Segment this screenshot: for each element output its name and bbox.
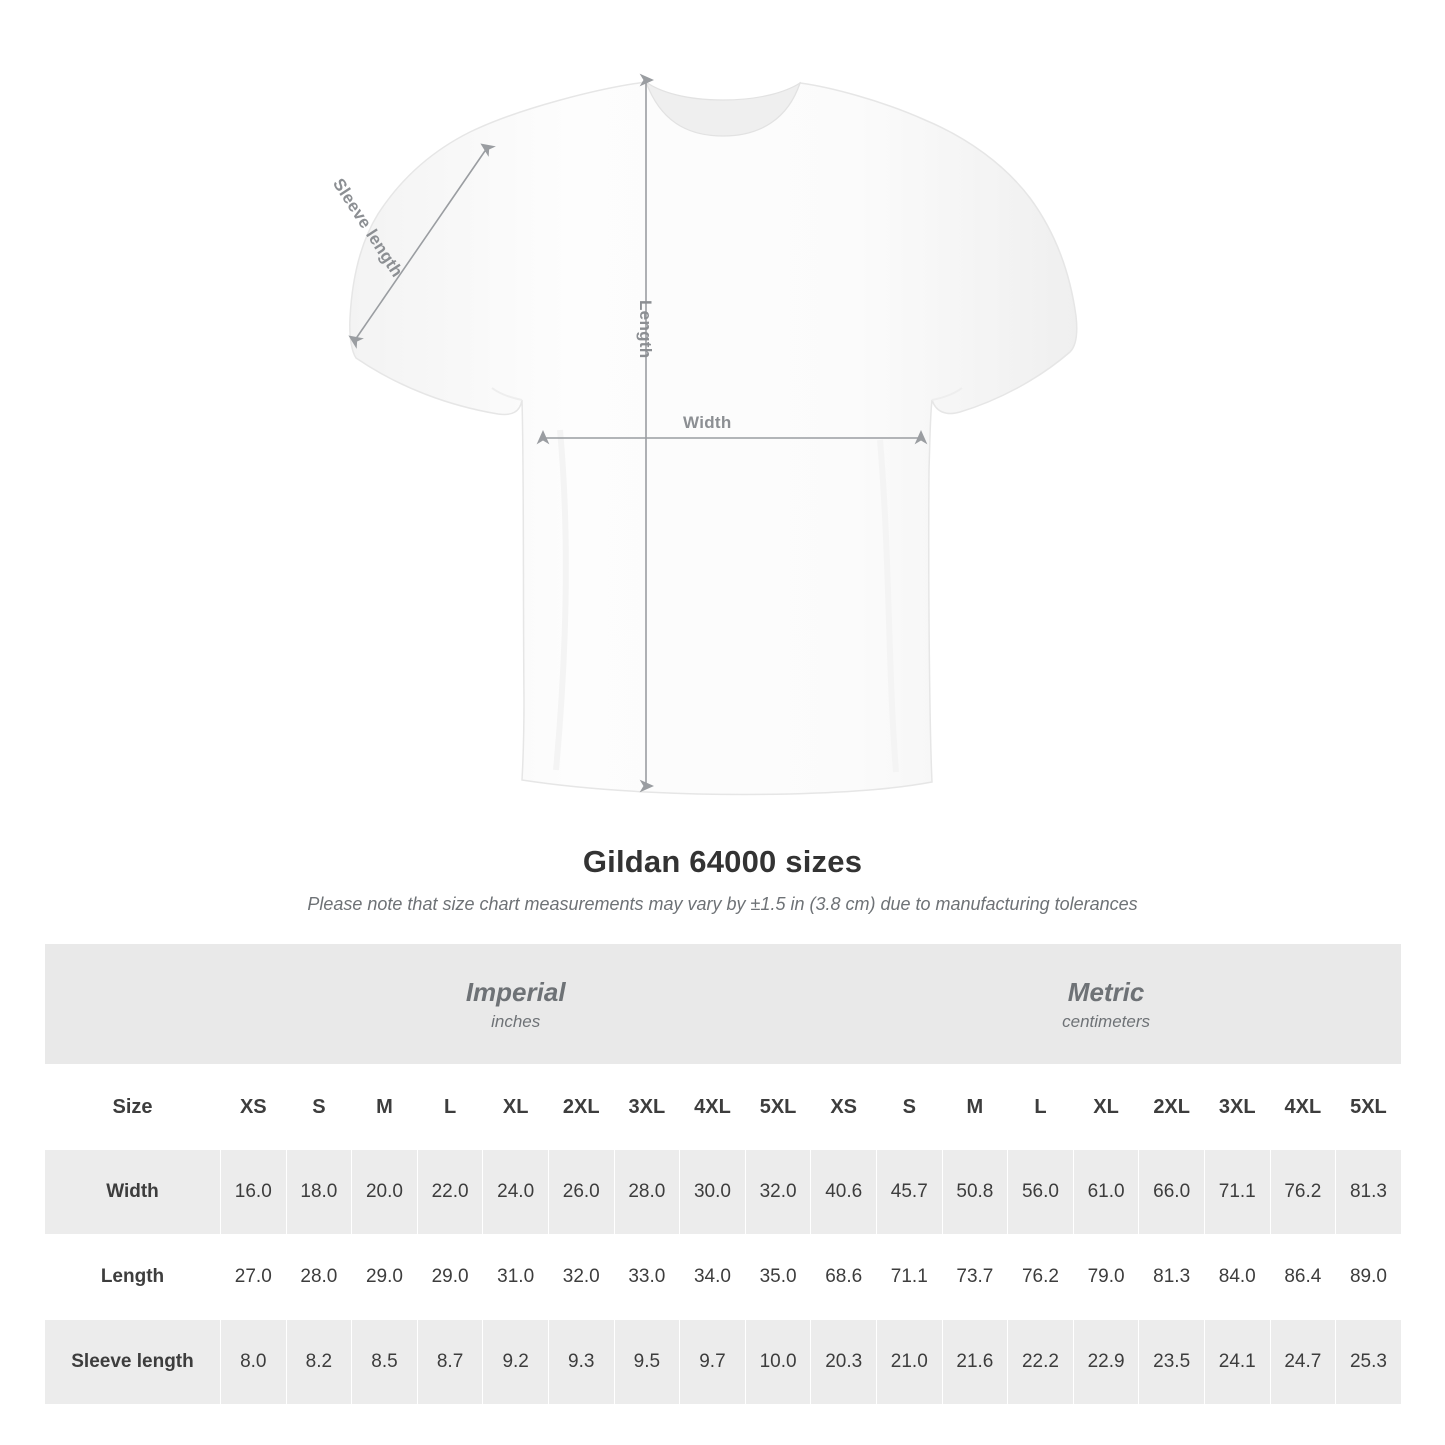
unit-imperial-name: Imperial (465, 976, 566, 1007)
column-header-cell: 5XL (1336, 1065, 1402, 1150)
cell: 32.0 (548, 1235, 614, 1320)
cell: 20.3 (811, 1320, 877, 1405)
cell: 27.0 (221, 1235, 287, 1320)
table-header-row (45, 1065, 1402, 1150)
cell: 32.0 (745, 1150, 811, 1235)
unit-metric-sub: centimeters (1062, 1012, 1150, 1032)
column-header-cell: 4XL (1270, 1065, 1336, 1150)
column-header-cell: 3XL (614, 1065, 680, 1150)
cell: 22.9 (1073, 1320, 1139, 1405)
cell: 76.2 (1008, 1235, 1074, 1320)
cell: 71.1 (876, 1235, 942, 1320)
cell: 28.0 (286, 1235, 352, 1320)
column-header-cell: L (417, 1065, 483, 1150)
title-block (0, 844, 1445, 915)
column-header-cell: XS (221, 1065, 287, 1150)
cell: 16.0 (221, 1150, 287, 1235)
length-label: Length (636, 300, 655, 359)
cell: 21.0 (876, 1320, 942, 1405)
cell: 86.4 (1270, 1235, 1336, 1320)
size-chart-table (44, 944, 1402, 1405)
cell: 30.0 (680, 1150, 746, 1235)
row-header-length: Length (45, 1235, 221, 1320)
cell: 23.5 (1139, 1320, 1205, 1405)
cell: 9.2 (483, 1320, 549, 1405)
cell: 8.5 (352, 1320, 418, 1405)
cell: 21.6 (942, 1320, 1008, 1405)
cell: 33.0 (614, 1235, 680, 1320)
cell: 8.7 (417, 1320, 483, 1405)
cell: 28.0 (614, 1150, 680, 1235)
cell: 22.0 (417, 1150, 483, 1235)
unit-metric-name: Metric (1067, 976, 1145, 1007)
table-row (45, 1320, 1402, 1405)
cell: 89.0 (1336, 1235, 1402, 1320)
cell: 73.7 (942, 1235, 1008, 1320)
column-header-cell: 5XL (745, 1065, 811, 1150)
cell: 35.0 (745, 1235, 811, 1320)
cell: 71.1 (1204, 1150, 1270, 1235)
page-title: Gildan 64000 sizes (582, 844, 863, 879)
row-header-sleeve-length: Sleeve length (45, 1320, 221, 1405)
cell: 8.0 (221, 1320, 287, 1405)
cell: 76.2 (1270, 1150, 1336, 1235)
tolerance-note: Please note that size chart measurements may vary by ±1.5 in (3.8 cm) due to manufacturing tolerances (307, 894, 1138, 914)
cell: 10.0 (745, 1320, 811, 1405)
cell: 40.6 (811, 1150, 877, 1235)
cell: 20.0 (352, 1150, 418, 1235)
column-header-size: Size (45, 1065, 221, 1150)
cell: 18.0 (286, 1150, 352, 1235)
cell: 34.0 (680, 1235, 746, 1320)
cell: 26.0 (548, 1150, 614, 1235)
cell: 24.1 (1204, 1320, 1270, 1405)
column-header-cell: M (942, 1065, 1008, 1150)
table-row (45, 1150, 1402, 1235)
column-header-cell: 2XL (1139, 1065, 1205, 1150)
cell: 61.0 (1073, 1150, 1139, 1235)
column-header-cell: 4XL (680, 1065, 746, 1150)
cell: 66.0 (1139, 1150, 1205, 1235)
cell: 9.7 (680, 1320, 746, 1405)
column-header-cell: XS (811, 1065, 877, 1150)
cell: 29.0 (352, 1235, 418, 1320)
cell: 68.6 (811, 1235, 877, 1320)
cell: 79.0 (1073, 1235, 1139, 1320)
cell: 84.0 (1204, 1235, 1270, 1320)
cell: 22.2 (1008, 1320, 1074, 1405)
unit-header-row (45, 944, 1402, 1065)
unit-imperial-sub: inches (491, 1012, 541, 1032)
row-header-width: Width (45, 1150, 221, 1235)
cell: 9.5 (614, 1320, 680, 1405)
unit-header-imperial (221, 944, 811, 1065)
width-label: Width (683, 413, 732, 432)
unit-header-spacer (45, 944, 221, 1065)
cell: 25.3 (1336, 1320, 1402, 1405)
column-header-cell: S (876, 1065, 942, 1150)
column-header-cell: 2XL (548, 1065, 614, 1150)
cell: 8.2 (286, 1320, 352, 1405)
column-header-cell: S (286, 1065, 352, 1150)
cell: 81.3 (1139, 1235, 1205, 1320)
cell: 50.8 (942, 1150, 1008, 1235)
size-table-wrapper (44, 944, 1401, 1405)
cell: 24.0 (483, 1150, 549, 1235)
cell: 56.0 (1008, 1150, 1074, 1235)
column-header-cell: XL (483, 1065, 549, 1150)
cell: 81.3 (1336, 1150, 1402, 1235)
cell: 24.7 (1270, 1320, 1336, 1405)
unit-header-metric (811, 944, 1401, 1065)
column-header-cell: M (352, 1065, 418, 1150)
cell: 29.0 (417, 1235, 483, 1320)
column-header-cell: XL (1073, 1065, 1139, 1150)
cell: 9.3 (548, 1320, 614, 1405)
sleeve-length-label: Sleeve length (329, 175, 407, 281)
cell: 45.7 (876, 1150, 942, 1235)
table-row (45, 1235, 1402, 1320)
column-header-cell: 3XL (1204, 1065, 1270, 1150)
column-header-cell: L (1008, 1065, 1074, 1150)
cell: 31.0 (483, 1235, 549, 1320)
